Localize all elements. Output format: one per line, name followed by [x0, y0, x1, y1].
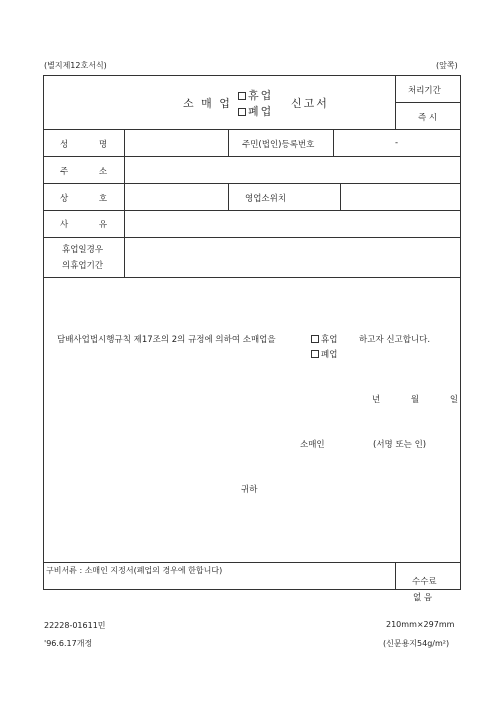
declaration-close-checkbox[interactable] [311, 350, 319, 358]
business-location-field[interactable] [341, 184, 460, 210]
name-label: 성 명 [60, 140, 122, 150]
form-code: 22228-01611민 [44, 621, 106, 630]
title-option-close: 폐업 [238, 103, 273, 119]
page-side-label: (앞쪽) [436, 61, 458, 70]
trade-name-field[interactable] [125, 184, 228, 210]
processing-period-value: 즉 시 [418, 113, 438, 123]
business-location-label: 영업소위치 [245, 194, 287, 204]
fee-value: 없 음 [413, 593, 433, 603]
resident-number-field[interactable] [334, 130, 460, 156]
declaration-text: 담배사업법시행규칙 제17조의 2의 규정에 의하여 소매업을 [57, 335, 276, 345]
paper-spec: (신문용지54g/m²) [383, 639, 450, 648]
declaration-suspend-checkbox[interactable] [311, 335, 319, 343]
resident-number-dash: - [395, 138, 399, 148]
fee-label: 수수료 [412, 577, 437, 587]
processing-period-label: 처리기간 [408, 86, 441, 96]
declaration-text-end: 하고자 신고합니다. [359, 335, 431, 345]
revision-date: '96.6.17개정 [44, 639, 93, 648]
recipient-label: 귀하 [241, 485, 258, 495]
signature-label: (서명 또는 인) [373, 440, 427, 450]
name-field[interactable] [125, 130, 228, 156]
signer-label: 소매인 [300, 440, 325, 450]
address-field[interactable] [125, 157, 460, 183]
suspension-period-label-line2: 의휴업기간 [62, 261, 104, 271]
suspension-period-field[interactable] [125, 238, 460, 277]
paper-size: 210mm×297mm [386, 620, 455, 629]
reason-label: 사 유 [60, 220, 122, 230]
resident-number-label: 주민(법인)등록번호 [242, 140, 315, 150]
title-option-suspend: 휴업 [238, 87, 273, 103]
form-number: (별지제12호서식) [44, 61, 107, 70]
date-line: 년 월 일 [372, 395, 473, 405]
title-prefix: 소 매 업 [183, 97, 232, 110]
suspend-checkbox[interactable] [238, 92, 246, 100]
declaration-option-close: 폐업 [311, 348, 337, 360]
address-label: 주 소 [60, 167, 122, 177]
declaration-option-suspend: 휴업 [311, 333, 337, 345]
required-documents: 구비서류 : 소매인 지정서(폐업의 경우에 한합니다) [46, 566, 223, 575]
reason-field[interactable] [125, 211, 460, 237]
trade-name-label: 상 호 [60, 194, 122, 204]
close-checkbox[interactable] [238, 108, 246, 116]
suspension-period-label-line1: 휴업일경우 [62, 245, 104, 255]
title-suffix: 신고서 [291, 97, 329, 110]
